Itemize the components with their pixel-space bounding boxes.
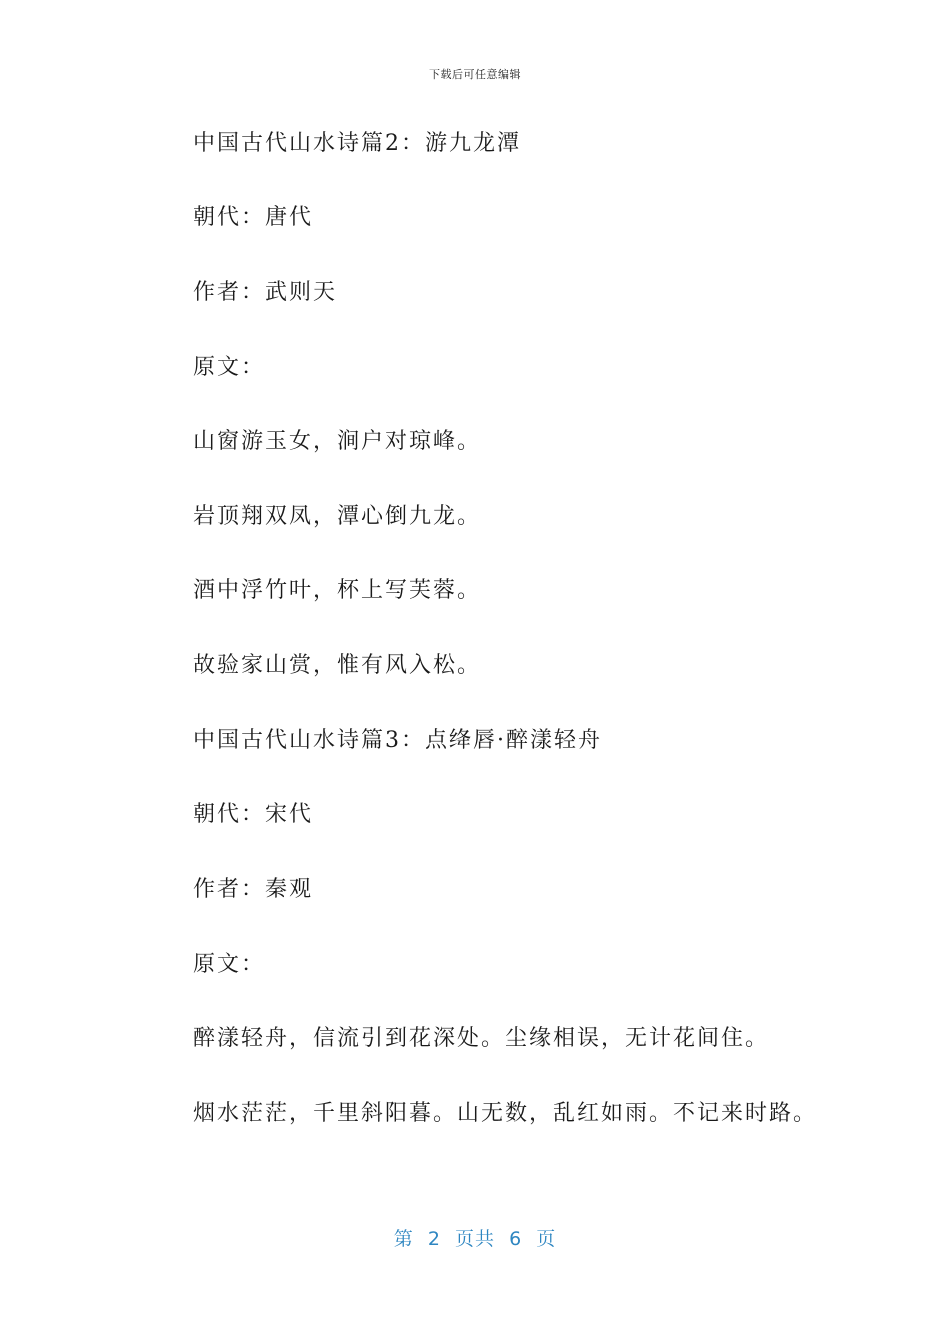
poem-line: 山窗游玉女，涧户对琼峰。: [193, 429, 482, 454]
original-text-label: 原文：: [193, 952, 266, 977]
poem-line: 故验家山赏，惟有风入松。: [193, 653, 482, 678]
poem-line: 醉漾轻舟，信流引到花深处。尘缘相误，无计花间住。: [193, 1026, 770, 1051]
page-number-footer: 第 2 页共 6 页: [393, 1228, 557, 1250]
poem-line: 烟水茫茫，千里斜阳暮。山无数，乱红如雨。不记来时路。: [193, 1101, 818, 1126]
poem-line: 酒中浮竹叶，杯上写芙蓉。: [193, 578, 482, 603]
original-text-label: 原文：: [193, 355, 266, 380]
author-line: 作者：秦观: [193, 877, 314, 902]
section-title-2: 中国古代山水诗篇2：游九龙潭: [193, 131, 521, 156]
dynasty-line: 朝代：宋代: [193, 802, 314, 827]
section-title-3: 中国古代山水诗篇3：点绛唇·醉漾轻舟: [193, 728, 602, 753]
dynasty-line: 朝代：唐代: [193, 205, 314, 230]
header-note: 下载后可任意编辑: [429, 68, 521, 81]
author-line: 作者：武则天: [193, 280, 338, 305]
poem-line: 岩顶翔双凤，潭心倒九龙。: [193, 504, 482, 529]
